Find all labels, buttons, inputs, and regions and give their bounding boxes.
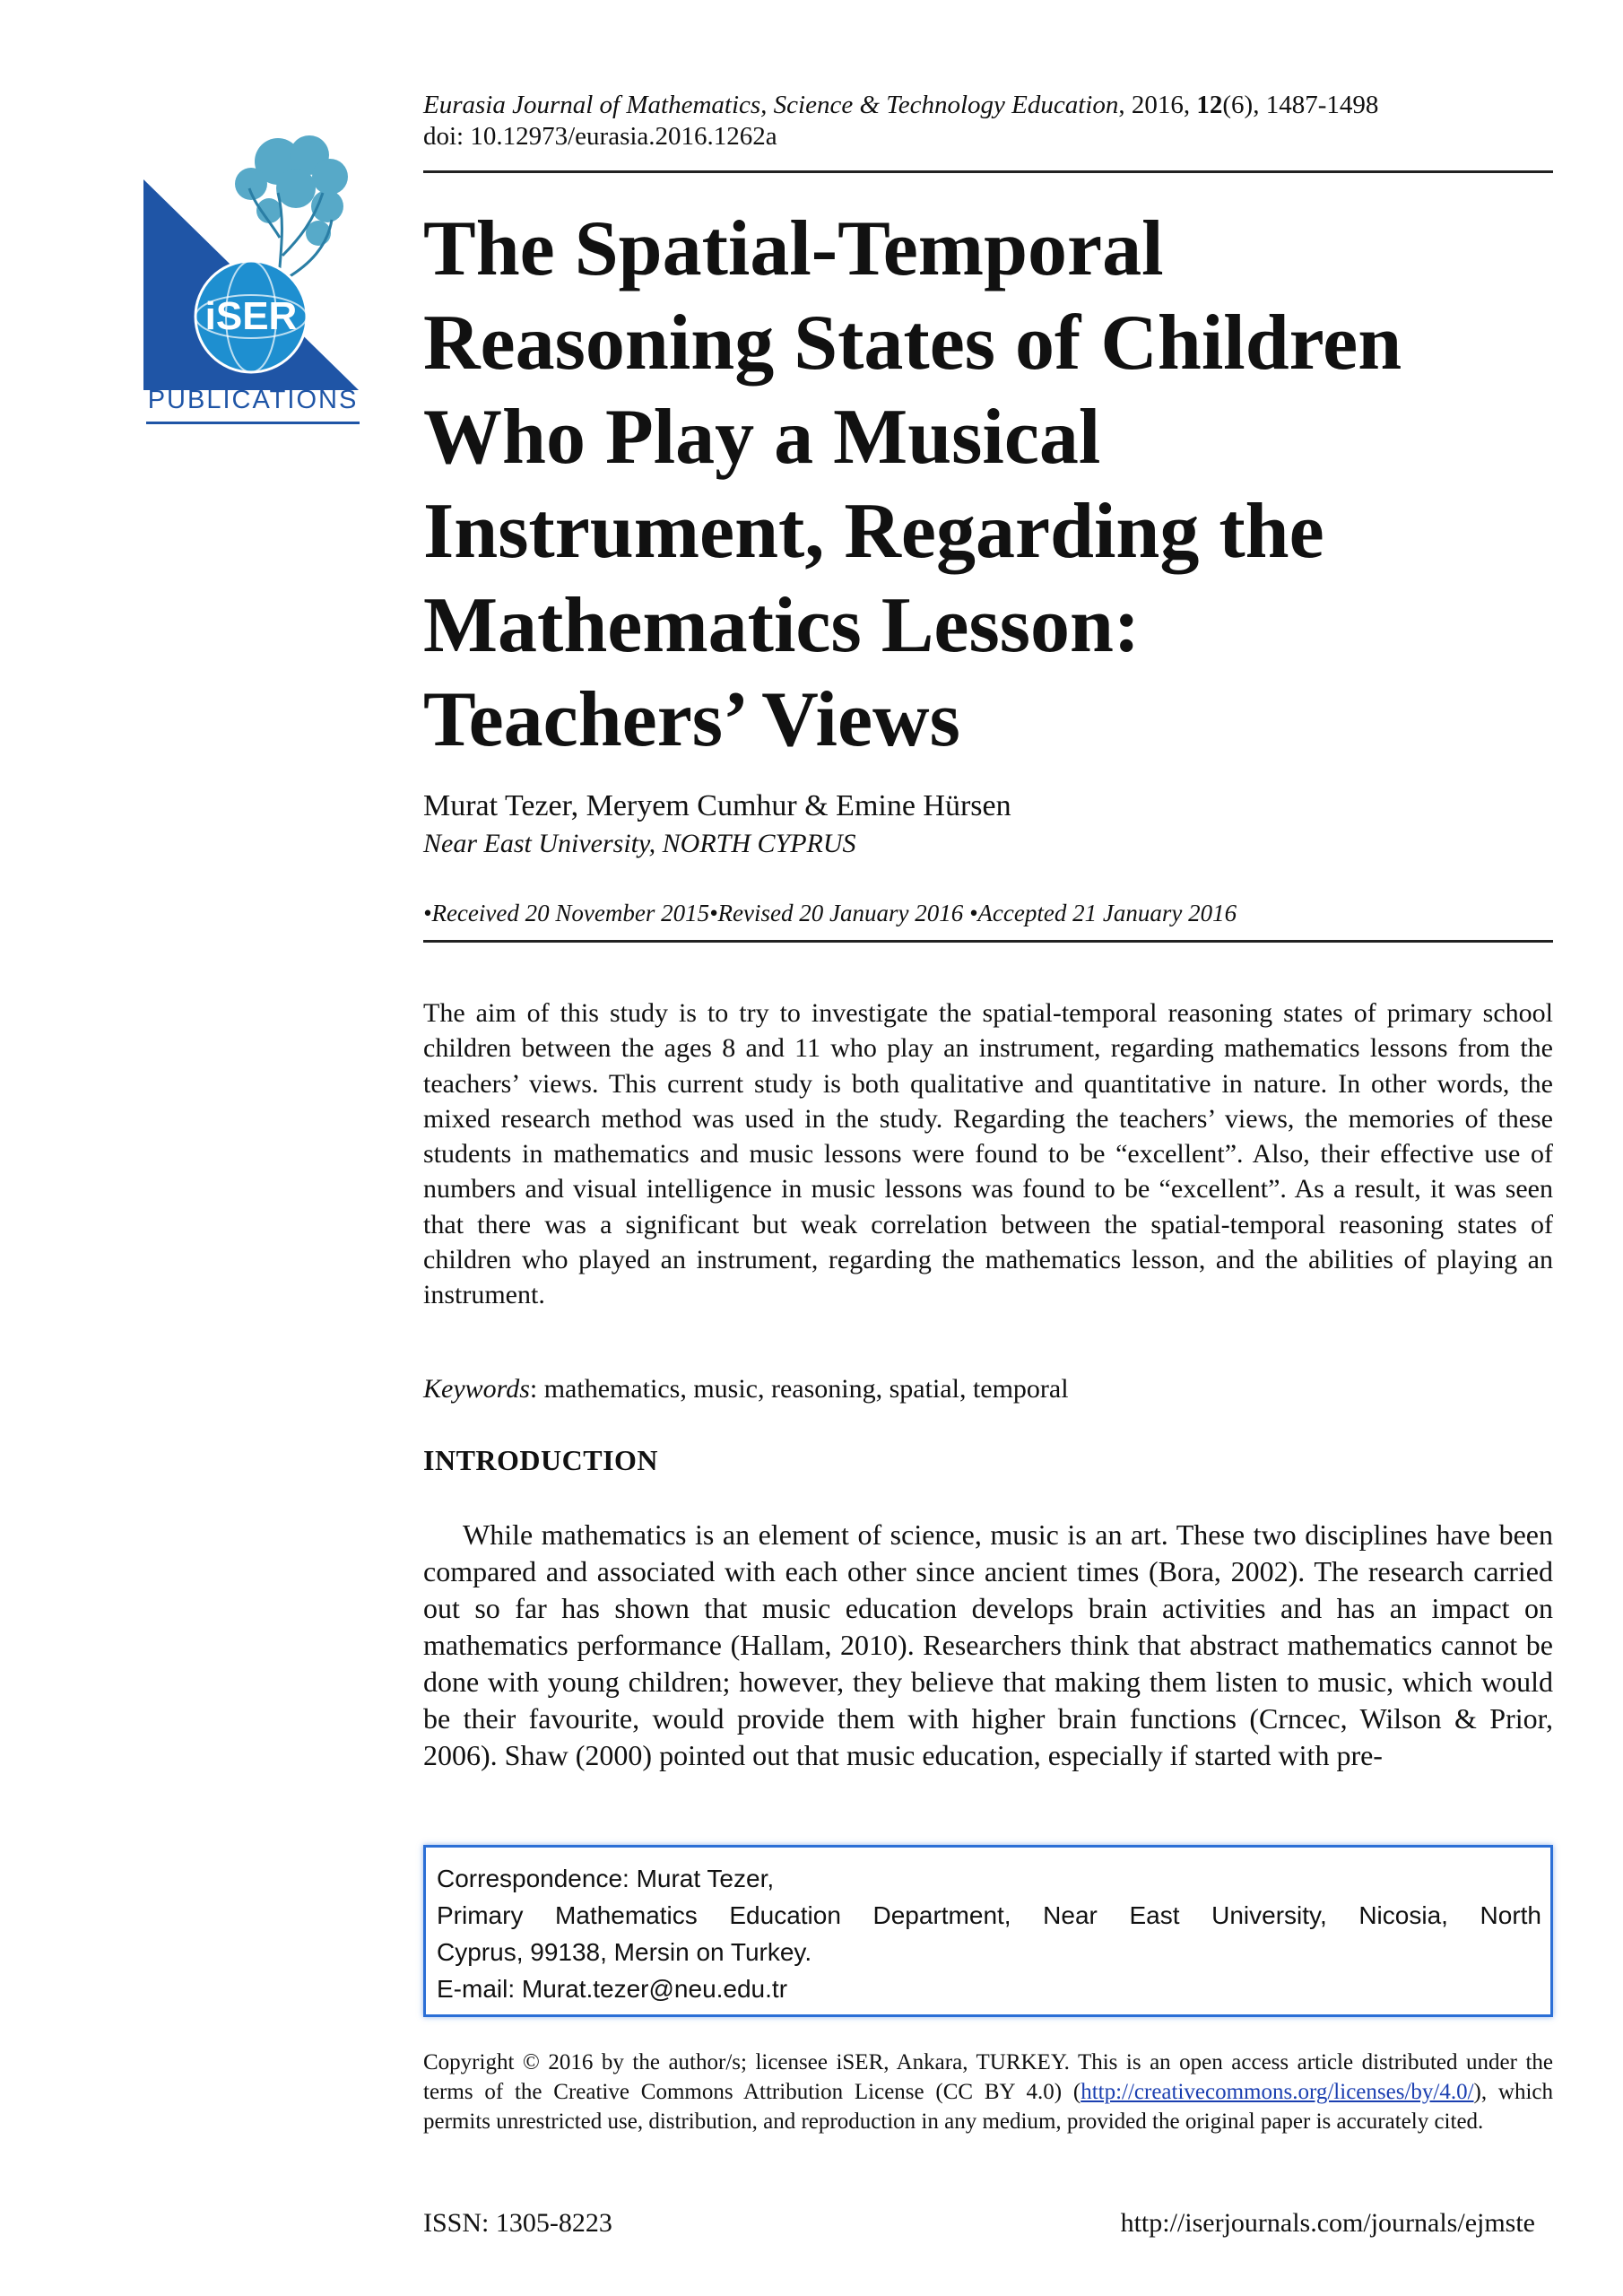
introduction-heading: INTRODUCTION <box>423 1444 659 1476</box>
journal-year: 2016 <box>1131 91 1184 119</box>
correspondence-line: Correspondence: Murat Tezer, <box>437 1865 775 1892</box>
title-line: Reasoning States of Children <box>423 300 1402 387</box>
introduction-body: While mathematics is an element of science, music is an art. These two disciplines have been compared and associated with each other since ancient times (Bora, 2002). The research carried out so far has shown that music education develops brain activities and has an impact on mathematics performance (Hallam, 2010). Researchers think that abstract mathematics cannot be done with young children; however, they believe that making them listen to music, which would be their favourite, would provide them with higher brain functions (Crncec, Wilson & Prior, 2006). Shaw (2000) pointed out that music education, especially if started with pre- <box>423 1518 1553 1771</box>
article-title <box>423 202 1553 767</box>
logo-underline <box>146 422 360 424</box>
correspondence-line: Cyprus, 99138, Mersin on Turkey. <box>437 1938 812 1966</box>
title-line: The Spatial-Temporal <box>423 205 1164 292</box>
copyright-notice <box>423 2048 1553 2136</box>
keywords-text: : mathematics, music, reasoning, spatial, temporal <box>529 1374 1069 1404</box>
logo-publications-label: PUBLICATIONS <box>147 386 359 414</box>
journal-volume: 12 <box>1196 91 1223 119</box>
correspondence-line: Primary Mathematics Education Department, Near East University, Nicosia, North <box>437 1901 1541 1929</box>
submission-dates: •Received 20 November 2015•Revised 20 January 2016 •Accepted 21 January 2016 <box>423 900 1237 926</box>
tree-canopy-icon <box>235 135 348 246</box>
iser-publications-logo <box>143 121 372 430</box>
authors: Murat Tezer, Meryem Cumhur & Emine Hürsen <box>423 789 1011 822</box>
logo-brand-text: iSER <box>204 294 298 338</box>
affiliation: Near East University, NORTH CYPRUS <box>423 829 856 858</box>
dates-rule <box>423 940 1553 943</box>
header-rule <box>423 170 1553 173</box>
journal-citation <box>423 90 1553 152</box>
journal-name: Eurasia Journal of Mathematics, Science & Technology Education <box>423 91 1119 119</box>
title-line: Instrument, Regarding the <box>423 488 1324 575</box>
correspondence-box <box>423 1845 1553 2017</box>
journal-website[interactable]: http://iserjournals.com/journals/ejmste <box>1120 2208 1535 2238</box>
keywords <box>423 1372 1553 1406</box>
journal-line: Eurasia Journal of Mathematics, Science & Technology Education, 2016, 12(6), 1487-1498 <box>423 91 1379 119</box>
title-line: Mathematics Lesson: <box>423 582 1141 669</box>
license-link[interactable]: http://creativecommons.org/licenses/by/4.0/ <box>1081 2080 1474 2104</box>
journal-issue: (6) <box>1222 91 1254 119</box>
keywords-label: Keywords <box>423 1374 530 1404</box>
doi[interactable]: doi: 10.12973/eurasia.2016.1262a <box>423 122 777 151</box>
copyright-text: Copyright © 2016 by the author/s; licensee iSER, Ankara, TURKEY. This is an open access article distributed under the terms of the Creative Commons Attribution License (CC BY 4.0) ( <box>423 2050 1553 2104</box>
copyright-text-end: ), which permits unrestricted use, distribution, and reproduction in any medium, provided the original paper is accurately cited. <box>423 2080 1553 2134</box>
issn: ISSN: 1305-8223 <box>423 2208 612 2238</box>
correspondence-email[interactable]: E-mail: Murat.tezer@neu.edu.tr <box>437 1975 788 2003</box>
journal-pages: 1487-1498 <box>1265 91 1379 119</box>
abstract: The aim of this study is to try to investigate the spatial-temporal reasoning states of primary school children between the ages 8 and 11 who play an instrument, regarding mathematics lessons from the teachers’ views. This current study is both qualitative and quantitative in nature. In other words, the mixed research method was used in the study. Regarding the teachers’ views, the memories of these students in mathematics and music lessons were found to be “excellent”. Also, their effective use of numbers and visual intelligence in music lessons was found to be “excellent”. As a result, it was seen that there was a significant but weak correlation between the spatial-temporal reasoning states of children who played an instrument, regarding the mathematics lesson, and the abilities of playing an instrument. <box>423 998 1553 1310</box>
title-line: Who Play a Musical <box>423 394 1101 481</box>
title-line: Teachers’ Views <box>423 676 960 763</box>
